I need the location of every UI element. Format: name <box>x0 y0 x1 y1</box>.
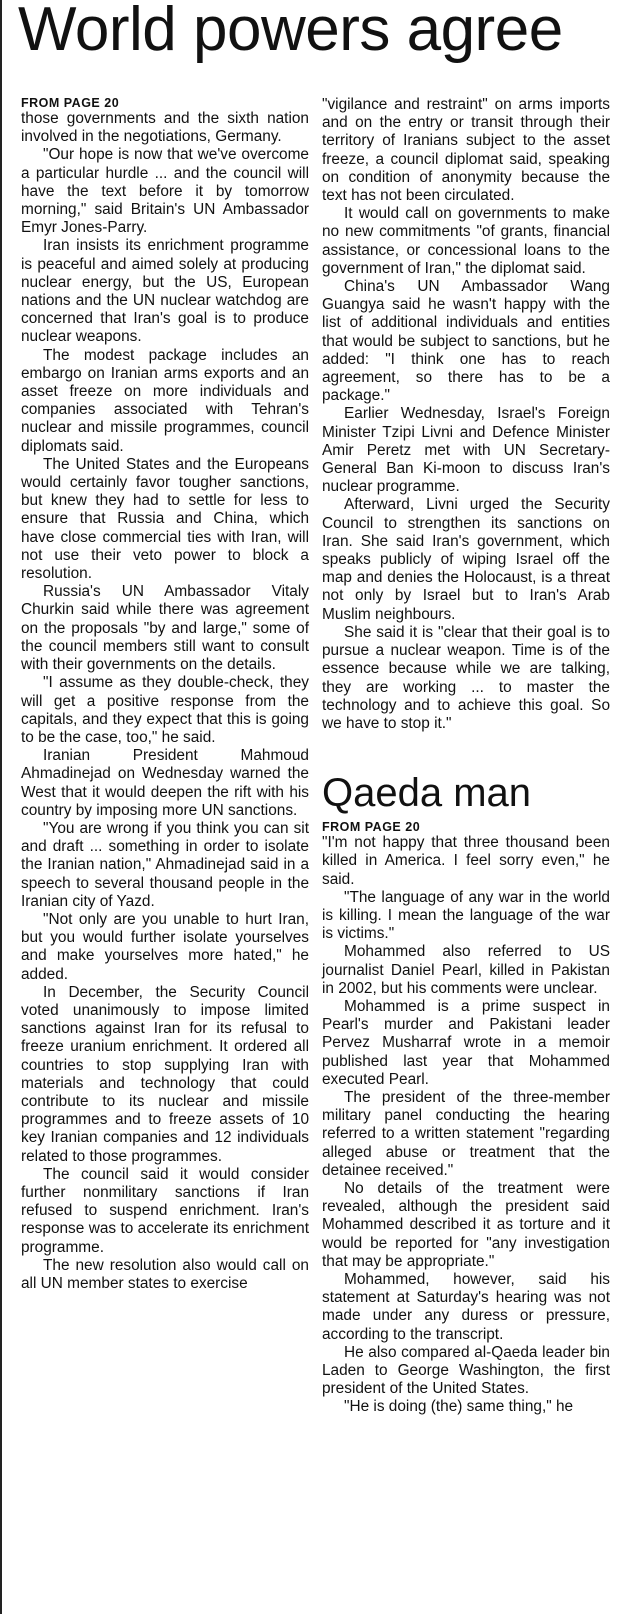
paragraph: Russia's UN Ambassador Vitaly Churkin said while there was agreement on the proposals "by and large," some of the council members still want to consult with their governments on the details. <box>21 583 309 674</box>
paragraph: The president of the three-member military panel conducting the hearing referred to a written statement "regarding alleged abuse or treatment that the detainee received." <box>322 1088 610 1179</box>
headline-world-powers: World powers agree <box>18 0 563 64</box>
paragraph: "Not only are you unable to hurt Iran, but you would further isolate yourselves and make yourselves more hated," he added. <box>21 910 309 983</box>
column-rule <box>0 0 2 1614</box>
paragraph: Mohammed, however, said his statement at Saturday's hearing was not made under any duress or pressure, according to the transcript. <box>322 1270 610 1343</box>
headline-qaeda-man: Qaeda man <box>322 771 532 816</box>
paragraph: Mohammed also referred to US journalist Daniel Pearl, killed in Pakistan in 2002, but his comments were unclear. <box>322 943 610 997</box>
paragraph: Mohammed is a prime suspect in Pearl's murder and Pakistani leader Pervez Musharraf wrote in a memoir published last year that Mohammed executed Pearl. <box>322 997 610 1088</box>
paragraph: She said it is "clear that their goal is to pursue a nuclear weapon. Time is of the essence because while we are talking, they are working ... to master the technology and to achieve this goal. So we have to stop it." <box>322 623 610 732</box>
paragraph: "The language of any war in the world is killing. I mean the language of the war is victims." <box>322 888 610 943</box>
paragraph: Iranian President Mahmoud Ahmadinejad on Wednesday warned the West that it would deepen the rift with his country by imposing more UN sanctions. <box>21 747 309 819</box>
paragraph: The modest package includes an embargo on Iranian arms exports and an asset freeze on more individuals and companies associated with Tehran's nuclear and missile programmes, council diplomats said. <box>21 346 309 455</box>
paragraph: "Our hope is now that we've overcome a particular hurdle ... and the council will have the text before it by tomorrow morning," said Britain's UN Ambassador Emyr Jones-Parry. <box>21 146 309 237</box>
article-column-left <box>21 96 309 1293</box>
paragraph: In December, the Security Council voted unanimously to impose limited sanctions against Iran for its refusal to freeze uranium enrichment. It ordered all countries to stop supplying Iran with materials and technology that could contribute to its nuclear and missile programmes and to freeze assets of 10 key Iranian companies and 12 individuals related to those programmes. <box>21 983 309 1165</box>
paragraph: He also compared al-Qaeda leader bin Laden to George Washington, the first president of the United States. <box>322 1343 610 1398</box>
paragraph: The United States and the Europeans would certainly favor tougher sanctions, but knew they had to settle for less to ensure that Russia and China, which have close commercial ties with Iran, will not use their veto power to block a resolution. <box>21 455 309 583</box>
paragraph: Earlier Wednesday, Israel's Foreign Minister Tzipi Livni and Defence Minister Amir Peretz met with UN Secretary-General Ban Ki-moon to discuss Iran's nuclear programme. <box>322 405 610 496</box>
paragraph: Iran insists its enrichment programme is peaceful and aimed solely at producing nuclear energy, but the US, European nations and the UN nuclear watchdog are concerned that Iran's goal is to produce nuclear weapons. <box>21 237 309 346</box>
paragraph: Afterward, Livni urged the Security Council to strengthen its sanctions on Iran. She said Iran's government, which speaks publicly of wiping Israel off the map and denies the Holocaust, is a threat not only by Israel but to Iran's Arab Muslim neighbours. <box>322 496 610 623</box>
paragraph: those governments and the sixth nation involved in the negotiations, Germany. <box>21 110 309 146</box>
paragraph: "I'm not happy that three thousand been killed in America. I feel sorry even," he said. <box>322 834 610 888</box>
paragraph: "You are wrong if you think you can sit and draft ... something in order to isolate the Iranian nation," Ahmadinejad said in a speech to several thousand people in the Iranian city of Yazd. <box>21 819 309 910</box>
kicker-left: FROM PAGE 20 <box>21 96 120 110</box>
paragraph: "I assume as they double-check, they will get a positive response from the capitals, and they expect that this is going to be the case, too," he said. <box>21 674 309 746</box>
article-column-right <box>322 96 610 1417</box>
paragraph: The new resolution also would call on all UN member states to exercise <box>21 1256 309 1292</box>
paragraph: The council said it would consider further nonmilitary sanctions if Iran refused to suspend enrichment. Iran's response was to accelerate its enrichment programme. <box>21 1165 309 1256</box>
paragraph: "vigilance and restraint" on arms imports and on the entry or transit through their territory of Iranians subject to the asset freeze, a council diplomat said, speaking on condition of anonymity because the text has not been circulated. <box>322 96 610 205</box>
paragraph: "He is doing (the) same thing," he <box>344 1398 574 1416</box>
paragraph: No details of the treatment were revealed, although the president said Mohammed described it as torture and it would be reported for "any investigation that may be appropriate." <box>322 1179 610 1270</box>
paragraph: China's UN Ambassador Wang Guangya said he wasn't happy with the list of additional individuals and entities that would be subject to sanctions, but he added: "I think one has to reach agreement, so there has to be a package." <box>322 278 610 405</box>
kicker-right: FROM PAGE 20 <box>322 820 421 835</box>
paragraph: It would call on governments to make no new commitments "of grants, financial assistance, or concessional loans to the government of Iran," the diplomat said. <box>322 205 610 277</box>
